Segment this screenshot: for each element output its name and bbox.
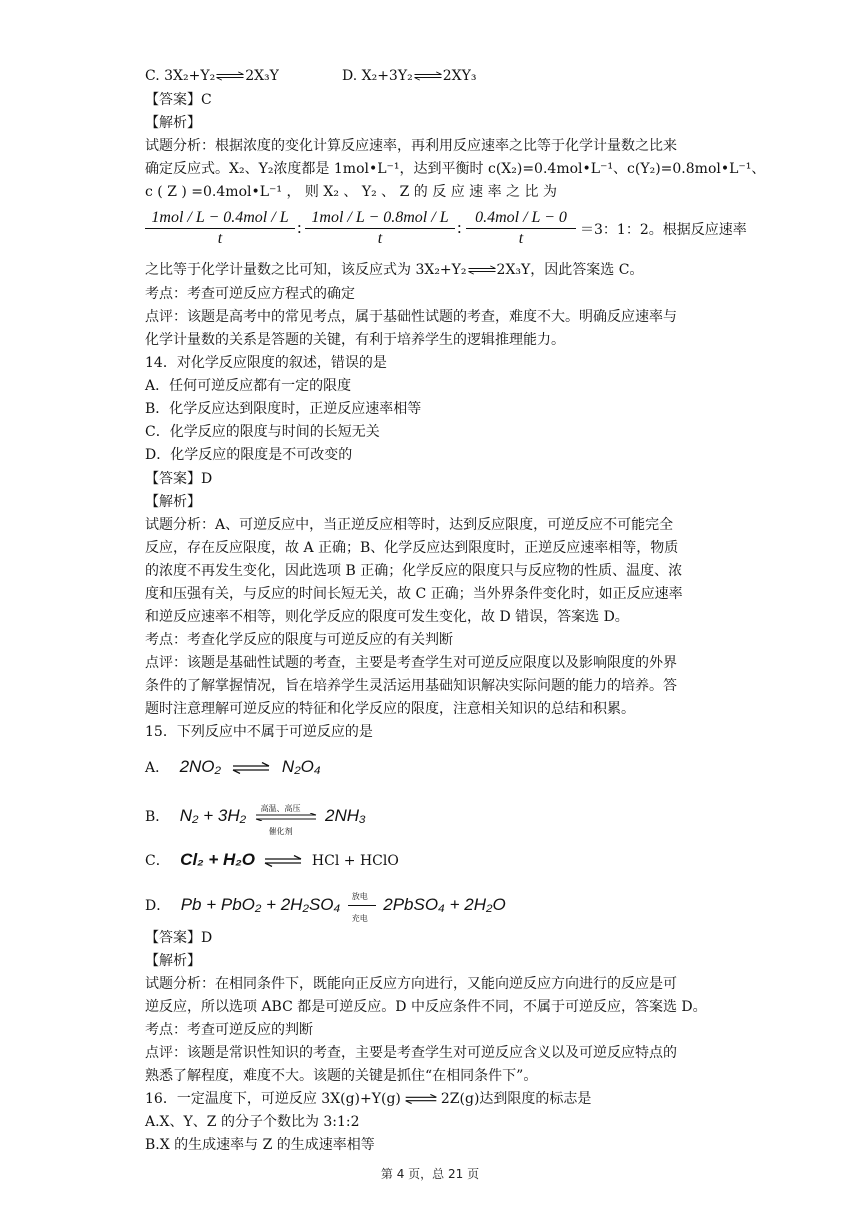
analysis-text-part: 2X₃Y，因此答案选 C。 [496, 262, 644, 278]
equation-rhs: N₂O₄ [281, 757, 321, 776]
question-16 [145, 1089, 591, 1109]
equation-lhs: Pb + PbO₂ + 2H₂SO₄ [180, 895, 341, 914]
fraction-denominator: t [217, 230, 223, 247]
analysis-text: 度和压强有关，与反应的时间长短无关，故 C 正确；当外界条件变化时，如正反应速率 [145, 586, 683, 602]
q14-option-d: D．化学反应的限度是不可改变的 [145, 447, 353, 463]
q13-option-d [342, 66, 476, 86]
q13-option-c [145, 66, 279, 86]
option-label: B． [145, 809, 170, 825]
fraction-numerator: 1mol / L − 0.4mol / L [145, 208, 295, 229]
reaction-condition [255, 804, 317, 836]
q15-option-d [145, 892, 506, 923]
equilibrium-arrow-icon [255, 813, 317, 821]
equilibrium-arrow-icon [231, 762, 271, 774]
option-label: A． [145, 760, 170, 776]
reaction-line-icon [347, 904, 377, 907]
equation-lhs: N₂ + 3H₂ [179, 806, 247, 825]
analysis-text: 试题分析：根据浓度的变化计算反应速率，再利用反应速率之比等于化学计量数之比来 [145, 138, 677, 154]
key-point: 考点：考查可逆反应方程式的确定 [145, 286, 355, 302]
question-text-part: 16．一定温度下，可逆反应 3X(g)+Y(g) [145, 1091, 401, 1107]
analysis-text: 试题分析：在相同条件下，既能向正反应方向进行，又能向逆反应方向进行的反应是可 [145, 976, 677, 992]
rate-fraction-y2 [305, 208, 455, 249]
comment: 点评：该题是基础性试题的考查，主要是考查学生对可逆反应限度以及影响限度的外界 [145, 655, 677, 671]
analysis-text-part: 之比等于化学计量数之比可知，该反应式为 3X₂+Y₂ [145, 262, 467, 278]
equilibrium-arrow-icon [413, 70, 443, 82]
key-point: 考点：考查可逆反应的判断 [145, 1022, 313, 1038]
analysis-text: 逆反应，所以选项 ABC 都是可逆反应。D 中反应条件不同，不属于可逆反应，答案选 D。 [145, 999, 707, 1015]
question-14: 14．对化学反应限度的叙述，错误的是 [145, 355, 387, 371]
analysis-text: 和逆反应速率不相等，则化学反应的限度可发生变化，故 D 错误，答案选 D。 [145, 609, 629, 625]
condition-top: 高温、高压 [260, 804, 301, 813]
analysis-text: c ( Z ) =0.4mol•L⁻¹ ， 则 X₂ 、 Y₂ 、 Z 的 反 应 速 率 之 比 为 [145, 184, 557, 200]
equation-rhs: 2NH₃ [325, 806, 366, 825]
condition-bottom: 充电 [351, 914, 368, 923]
analysis-label: 【解析】 [145, 115, 201, 131]
equation-lhs: 2NO₂ [179, 757, 222, 776]
page-footer: 第 4 页，总 21 页 [380, 1167, 480, 1181]
q13-option-d-lhs: D. X₂+3Y₂ [342, 68, 413, 84]
fraction-numerator: 0.4mol / L − 0 [466, 208, 576, 229]
q15-option-b [145, 804, 366, 836]
question-text-part: 2Z(g)达到限度的标志是 [440, 1091, 592, 1107]
analysis-text: 试题分析：A、可逆反应中，当正逆反应相等时，达到反应限度，可逆反应不可能完全 [145, 517, 674, 533]
comment: 化学计量数的关系是答题的关键，有利于培养学生的逻辑推理能力。 [145, 332, 565, 348]
key-point: 考点：考查化学反应的限度与可逆反应的有关判断 [145, 632, 453, 648]
rate-fraction-z [466, 208, 576, 249]
q13-option-c-lhs: C. 3X₂+Y₂ [145, 68, 216, 84]
comment: 点评：该题是常识性知识的考查，主要是考查学生对可逆反应含义以及可逆反应特点的 [145, 1045, 677, 1061]
q16-option-b: B.X 的生成速率与 Z 的生成速率相等 [145, 1137, 375, 1153]
condition-bottom: 催化剂 [268, 827, 293, 836]
equilibrium-arrow-icon [404, 1093, 438, 1105]
question-15: 15．下列反应中不属于可逆反应的是 [145, 724, 373, 740]
comment: 条件的了解掌握情况，旨在培养学生灵活运用基础知识解决实际问题的能力的培养。答 [145, 678, 677, 694]
rate-ratio-result: ＝3：1：2。根据反应速率 [580, 222, 747, 238]
analysis-text [145, 260, 643, 280]
analysis-text: 确定反应式。X₂、Y₂浓度都是 1mol•L⁻¹，达到平衡时 c(X₂)=0.4mol•L⁻¹、c(Y₂)=0.8mol•L⁻¹、 [145, 161, 766, 177]
fraction-numerator: 1mol / L − 0.8mol / L [305, 208, 455, 229]
q13-option-d-rhs: 2XY₃ [442, 68, 477, 84]
option-label: C． [145, 853, 170, 869]
condition-top: 放电 [351, 892, 368, 901]
q15-option-c [145, 850, 399, 871]
analysis-text: 反应，存在反应限度，故 A 正确；B、化学反应达到限度时，正逆反应速率相等，物质 [145, 540, 679, 556]
equilibrium-arrow-icon [467, 264, 497, 276]
answer-label: 【答案】D [145, 471, 213, 487]
q14-option-b: B．化学反应达到限度时，正逆反应速率相等 [145, 401, 422, 417]
fraction-denominator: t [518, 230, 524, 247]
analysis-text: 的浓度不再发生变化，因此选项 B 正确；化学反应的限度只与反应物的性质、温度、浓 [145, 563, 683, 579]
answer-label: 【答案】D [145, 930, 213, 946]
equilibrium-arrow-icon [263, 855, 303, 867]
q14-option-c: C．化学反应的限度与时间的长短无关 [145, 424, 380, 440]
rate-fraction-x2 [145, 208, 295, 249]
equation-rhs: 2PbSO₄ + 2H₂O [383, 895, 506, 914]
equation-lhs: Cl₂ + H₂O [180, 850, 256, 869]
q13-option-c-rhs: 2X₃Y [245, 68, 279, 84]
comment: 题时注意理解可逆反应的特征和化学反应的限度，注意相关知识的总结和积累。 [145, 701, 635, 717]
comment: 点评：该题是高考中的常见考点，属于基础性试题的考查，难度不大。明确反应速率与 [145, 309, 677, 325]
reaction-condition [347, 892, 377, 923]
equation-rhs: HCl + HClO [311, 853, 399, 869]
option-label: D． [145, 898, 171, 914]
analysis-label: 【解析】 [145, 494, 201, 510]
comment: 熟悉了解程度，难度不大。该题的关键是抓住“在相同条件下”。 [145, 1068, 538, 1084]
fraction-separator: : [457, 218, 462, 237]
q16-option-a: A.X、Y、Z 的分子个数比为 3:1:2 [145, 1114, 360, 1130]
q14-option-a: A．任何可逆反应都有一定的限度 [145, 378, 352, 394]
analysis-label: 【解析】 [145, 953, 201, 969]
q15-option-a [145, 757, 321, 778]
answer-label: 【答案】C [145, 92, 212, 108]
fraction-denominator: t [377, 230, 383, 247]
fraction-separator: : [297, 218, 302, 237]
equilibrium-arrow-icon [215, 70, 245, 82]
